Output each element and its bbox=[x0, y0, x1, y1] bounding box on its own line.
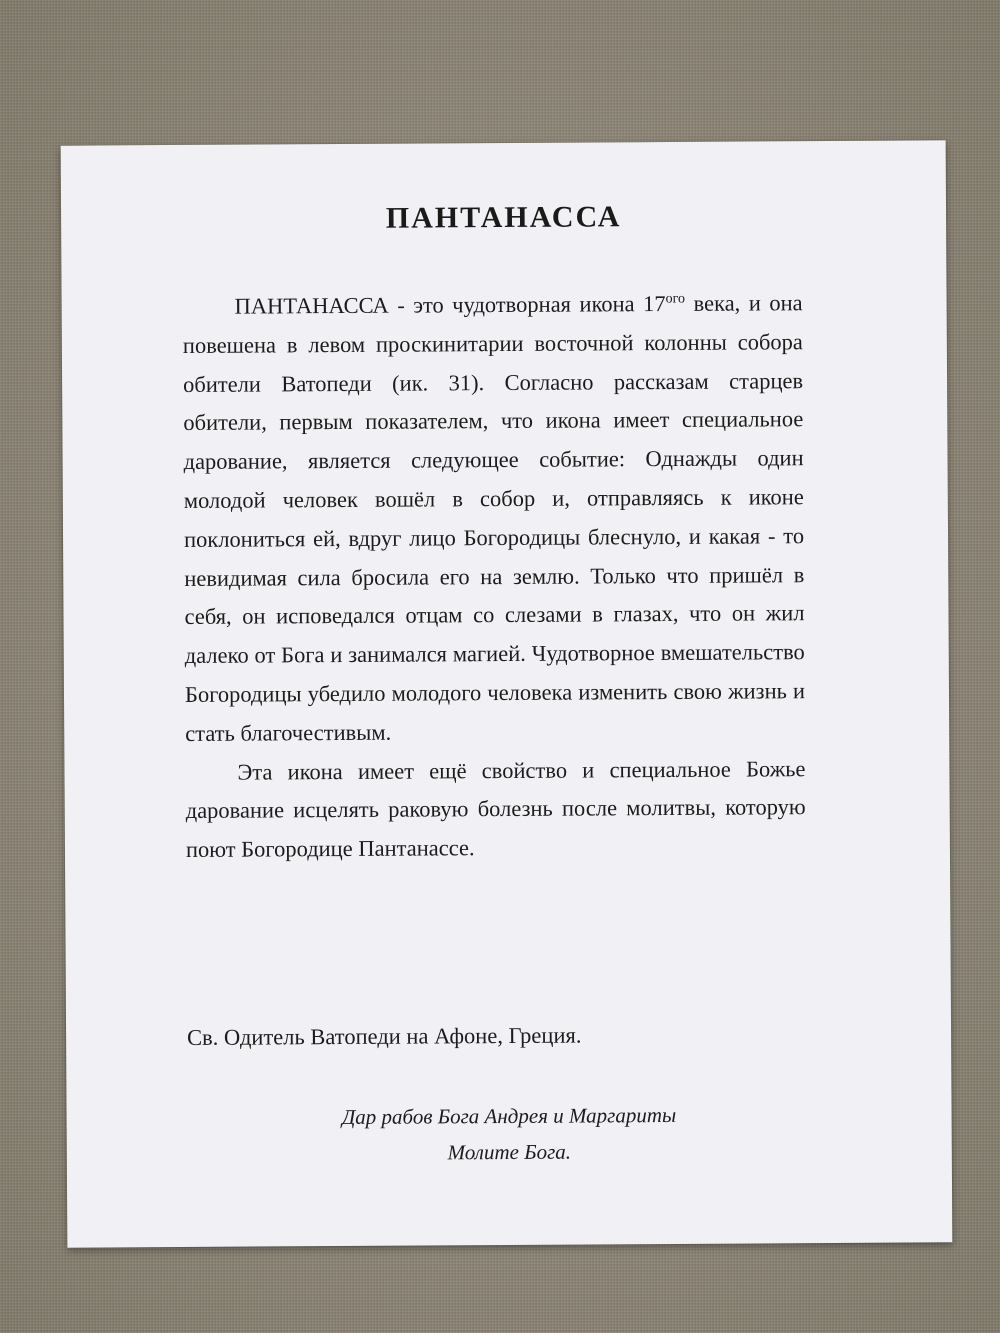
monastery-signature: Св. Одитель Ватопеди на Афоне, Греция. bbox=[187, 1022, 582, 1050]
paragraph-icon-history bbox=[183, 284, 806, 753]
gift-line-donors: Дар рабов Бога Андрея и Маргариты bbox=[341, 1102, 677, 1130]
paragraph-rest: века, и она повешена в левом проскинитарии восточной колонны собора обители Ватопеди (ик. 31). Согласно рассказам старцев обители, первым показателем, что икона имеет специальное дарование, является следующее событие: Однажды один молодой человек вошёл в собор и, отправляясь к иконе поклониться ей, вдруг лицо Богородицы блеснуло, и какая - то невидимая сила бросила его на землю. Только что пришёл в себя, он исповедался отцам со слезами в глазах, что он жил далеко от Бога и занимался магией. Чудотворное вмешательство Богородицы убедило молодого человека изменить свою жизнь и стать благочестивым. bbox=[182, 290, 806, 746]
card-body bbox=[183, 284, 807, 870]
card-title: ПАНТАНАССА bbox=[385, 200, 622, 235]
century-suffix: ого bbox=[665, 291, 686, 307]
paragraph-lead: ПАНТАНАССА - это чудотворная икона 17 bbox=[234, 291, 666, 319]
gift-line-prayer: Молите Бога. bbox=[447, 1139, 572, 1165]
paragraph-healing: Эта икона имеет ещё свойство и специальное Божье дарование исцелять раковую болезнь после молитвы, которую поют Богородице Пантанассе. bbox=[185, 755, 806, 863]
gift-dedication bbox=[66, 1095, 951, 1172]
prayer-card bbox=[61, 140, 953, 1247]
